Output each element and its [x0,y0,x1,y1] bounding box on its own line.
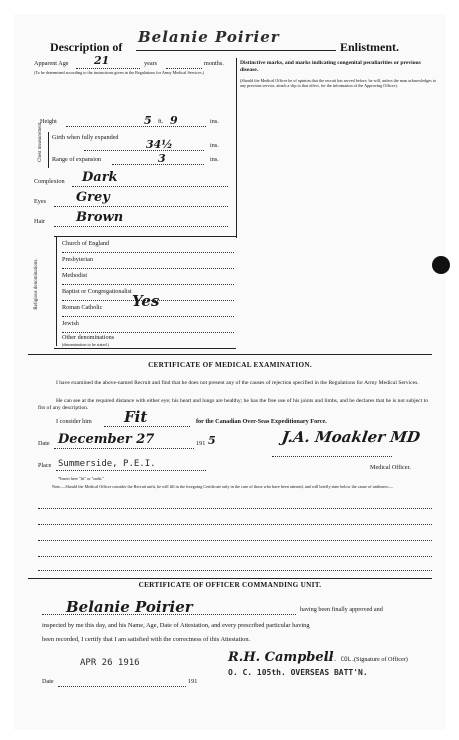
height-label: Height [40,118,57,125]
place-value: Summerside, P.E.I. [58,459,156,469]
religion-dotline-5 [62,332,234,333]
medical-heading: CERTIFICATE OF MEDICAL EXAMINATION. [148,361,312,369]
title-right: Enlistment. [340,40,400,54]
medical-date-dotline [54,448,194,449]
medical-officer-label: Medical Officer. [370,464,411,471]
religion-dotline-1 [62,268,234,269]
range-value: 3 [158,152,166,165]
unit-stamp: O. C. 105th. OVERSEAS BATT'N. [228,668,368,677]
medical-date-label: Date [38,440,50,447]
distinctive-note: (Should the Medical Officer be of opinion that the recruit has served before, he will, unless the man acknowledges to any previous service, attach a slip to that effect, for the information of the Approving Officer). [240,78,437,88]
section-rule-2 [28,578,432,579]
religion-jewish: Jewish [62,320,79,327]
unfit-line-3 [38,540,432,541]
medical-para2: He can see at the required distance with either eye; his heart and lungs are healthy; he has the free use of his joints and limbs, and he declares that he is not subject to fits of any description. [38,398,428,411]
religion-dotline-0 [62,252,234,253]
religion-dotline-4 [62,316,234,317]
years-label: years [144,60,158,67]
section-rule-1 [28,354,432,355]
unfit-line-2 [38,524,432,525]
attestation-page-back [14,14,446,730]
commanding-officer-signature: R.H. Campbell [228,650,334,665]
medical-officer-signature: J.A. Moakler MD [280,428,422,446]
girth-ins-label: ins. [210,142,219,149]
apparent-age-label: Apparent Age [34,60,69,67]
recruit-name-dotline [42,614,296,615]
complexion-label: Complexion [34,178,65,185]
commanding-heading: CERTIFICATE OF OFFICER COMMANDING UNIT. [138,581,322,589]
ins-label: ins. [210,118,219,125]
religion-side-label: Religious denominations. [34,258,39,310]
religion-other: Other denominations [62,334,115,341]
rank-stamp: LT. COL. [326,656,355,663]
religion-top-rule [54,236,236,237]
complexion-value: Dark [82,170,118,185]
commanding-date-label: Date [42,678,54,685]
title-left: Description of [50,40,123,54]
title-underline [136,50,336,51]
commanding-line3: been recorded, I certify that I am satisfied with the correctness of this Attestation. [42,636,251,643]
girth-label: Girth when fully expanded [52,134,119,141]
medical-officer-dotline [272,456,392,457]
fit-value: Fit [124,408,148,426]
religion-methodist: Methodist [62,272,88,279]
column-divider [236,58,237,238]
unfit-line-5 [38,570,432,571]
title-name-signature: Belanie Poirier [138,28,280,46]
medical-year-prefix: 191 [196,440,206,447]
unfit-note: Note.—Should the Medical Officer consider the Recruit unfit, he will fill in the foregoing Certificate only in the case of those who have been attested, and will briefly state below the cause of unfitness:— [52,484,394,489]
girth-value: 34½ [146,138,173,151]
chest-measurement-label: Chest measurement. [38,121,43,162]
religion-dotline-2 [62,284,234,285]
consider-label: I consider him [56,418,92,425]
hair-label: Hair [34,218,45,225]
eyes-value: Grey [76,190,110,205]
unfit-line-1 [38,508,432,509]
eyes-dotline [54,206,228,207]
age-dotline [76,68,140,69]
fit-dotline [104,426,190,427]
medical-year-value: 5 [208,434,216,447]
months-dotline [166,68,202,69]
chest-bracket [48,132,49,168]
place-label: Place [38,462,52,469]
religion-other-note: (denomination to be stated.) [62,342,109,347]
religion-roman-catholic: Roman Catholic [62,304,103,311]
commanding-date-dotline [58,686,186,687]
age-value: 21 [94,54,110,67]
hair-value: Brown [76,210,124,225]
commanding-year-prefix: 191 [188,678,198,685]
unfit-line-4 [38,556,432,557]
date-stamp: APR 26 1916 [80,658,140,668]
ft-label: ft. [158,118,164,125]
medical-date-value: December 27 [58,432,155,447]
religion-presbyterian: Presbyterian [62,256,93,263]
distinctive-heading: Distinctive marks, and marks indicating congenital peculiarities or previous disease. [240,60,421,73]
range-label: Range of expansion [52,156,102,163]
commanding-recruit-signature: Belanie Poirier [66,598,193,616]
binder-hole [432,256,450,274]
height-ft-value: 5 [144,114,152,127]
hair-dotline [54,226,228,227]
medical-para1: I have examined the above-named Recruit and find that he does not present any of the causes of rejection specified in the Regulations for Army Medical Services. [56,380,419,386]
signature-of-officer-label: (Signature of Officer) [354,656,408,663]
insert-note: *Insert here "fit" or "unfit." [58,476,105,481]
for-label: for the Canadian Over-Seas Expeditionary Force. [196,418,327,425]
religion-bottom-rule [54,348,236,349]
religion-church-of-england: Church of England [62,240,110,247]
commanding-line2: inspected by me this day, and his Name, Age, Date of Attestation, and every prescribed particular having [42,622,310,629]
complexion-dotline [72,186,228,187]
commanding-line1: having been finally approved and [300,606,383,613]
height-dotline [66,126,206,127]
range-ins-label: ins. [210,156,219,163]
girth-dotline [84,150,204,151]
religion-marked-value: Yes [132,292,160,310]
height-in-value: 9 [170,114,178,127]
religion-baptist: Baptist or Congregationalist [62,288,132,295]
religion-bracket [56,236,57,346]
eyes-label: Eyes [34,198,47,205]
place-dotline [56,470,206,471]
age-note: (To be determined according to the instructions given in the Regulations for Army Medical Services.) [34,70,205,75]
months-label: months. [204,60,224,67]
